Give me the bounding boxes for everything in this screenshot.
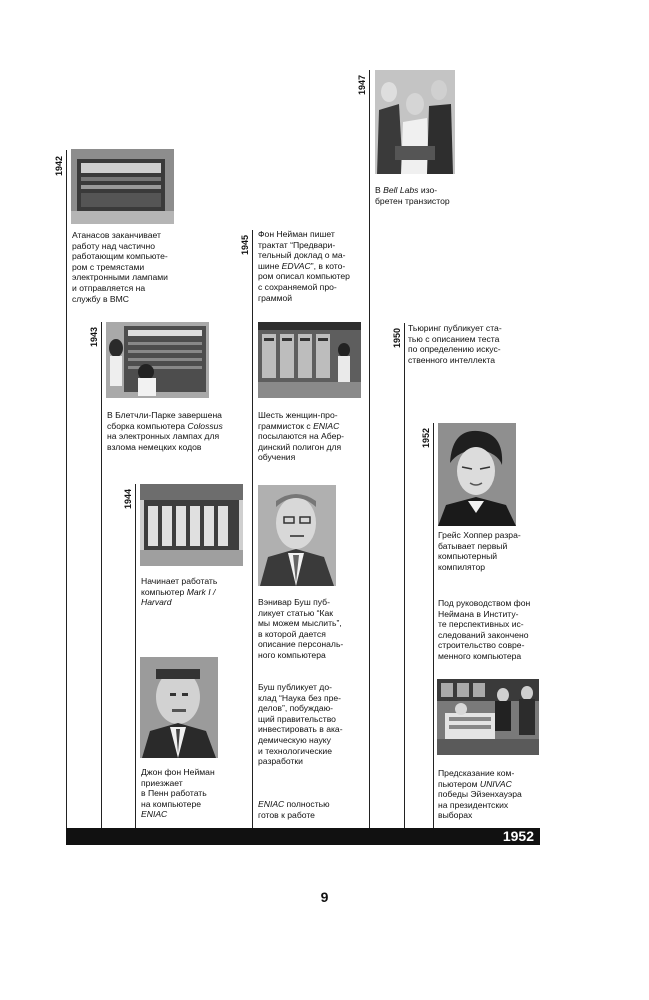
caption-eniac-ready-text: полностью готов к работе bbox=[258, 799, 330, 820]
year-1944: 1944 bbox=[123, 488, 133, 509]
photo-von-neumann bbox=[140, 657, 218, 758]
photo-vannevar-bush bbox=[258, 485, 336, 586]
photo-eniac-women bbox=[258, 322, 361, 398]
caption-eniac-ready bbox=[258, 799, 368, 820]
timeline-line-1952 bbox=[433, 423, 434, 828]
timeline-end-year: 1952 bbox=[502, 828, 534, 844]
caption-mark-i-name: Mark I / Harvard bbox=[141, 586, 216, 608]
caption-colossus bbox=[107, 410, 252, 452]
photo-bell-labs bbox=[375, 70, 455, 174]
photo-atanasov-machine bbox=[71, 149, 174, 224]
caption-edvac-text-2: ”, в кото- ром описал компьютер с сохраняемой про- граммой bbox=[258, 260, 350, 303]
caption-univac-name: UNIVAC bbox=[479, 778, 512, 789]
year-1942: 1942 bbox=[54, 155, 64, 176]
caption-edvac-text-1: Фон Нейман пишет трактат “Предвари- тельный доклад о ма- шине bbox=[258, 229, 346, 271]
caption-transistor-text-1: В bbox=[375, 185, 384, 195]
caption-von-neumann-penn bbox=[141, 767, 249, 820]
year-1945: 1945 bbox=[240, 234, 250, 255]
photo-univac bbox=[437, 679, 539, 755]
caption-atanasov: Атанасов заканчивает работу над частично работающим компьюте- ром с тремястами электронными лампами и отправляется на службу в ВМС bbox=[72, 230, 168, 304]
caption-univac bbox=[438, 768, 542, 821]
year-1950: 1950 bbox=[392, 327, 402, 348]
caption-edvac bbox=[258, 229, 368, 303]
year-1947: 1947 bbox=[357, 74, 367, 95]
caption-univac-text-1: Предсказание ком- пьютером bbox=[438, 768, 515, 789]
caption-eniac-women-text-1: Шесть женщин-про- граммисток с bbox=[258, 410, 338, 431]
caption-transistor-bell-labs: Bell Labs bbox=[383, 185, 419, 195]
caption-transistor-text-2: изо- бретен транзистор bbox=[375, 185, 450, 206]
year-1952: 1952 bbox=[421, 427, 431, 448]
caption-bush-article: Вэнивар Буш пуб- ликует статью “Как мы можем мыслить”, в которой дается описание персональ- ного компьютера bbox=[258, 597, 344, 660]
timeline-line-1947 bbox=[369, 70, 370, 828]
timeline-end-bar bbox=[66, 828, 540, 845]
caption-von-neumann-penn-text: Джон фон Нейман приезжает в Пенн работать на компьютере bbox=[141, 767, 215, 809]
caption-ias: Под руководством фон Неймана в Институ- те перспективных ис- следований закончено строительство совре- менного компьютера bbox=[438, 598, 531, 661]
caption-eniac-women-text-2: посылаются на Абер- динский полигон для обучения bbox=[258, 431, 345, 463]
photo-mark-i bbox=[140, 484, 243, 566]
caption-turing: Тьюринг публикует ста- тью с описанием теста по определению искус- ственного интеллекта bbox=[408, 323, 502, 365]
caption-bush-report: Буш публикует до- клад “Наука без пре- делов”, побуждаю- щий правительство инвестировать в ака- демическую науку и технологические разработки bbox=[258, 682, 343, 767]
timeline-line-1950 bbox=[404, 323, 405, 828]
caption-transistor bbox=[375, 185, 475, 206]
timeline-line-1942 bbox=[66, 150, 67, 828]
caption-eniac-women bbox=[258, 410, 368, 463]
caption-colossus-text-1: В Блетчли-Парке завершена сборка компьютера bbox=[107, 410, 222, 431]
page-number: 9 bbox=[320, 889, 329, 905]
caption-mark-i bbox=[141, 576, 249, 608]
caption-edvac-name: EDVAC bbox=[281, 260, 311, 271]
caption-hopper: Грейс Хоппер разра- батывает первый компьютерный компилятор bbox=[438, 530, 521, 572]
photo-grace-hopper bbox=[438, 423, 516, 526]
timeline-line-1945 bbox=[252, 230, 253, 828]
caption-univac-text-2: победы Эйзенхауэра на президентских выборах bbox=[438, 789, 522, 821]
photo-colossus bbox=[106, 322, 209, 398]
caption-colossus-text-2: на электронных лампах для взлома немецких кодов bbox=[107, 431, 220, 452]
caption-von-neumann-penn-eniac: ENIAC bbox=[141, 809, 168, 820]
caption-eniac-ready-name: ENIAC bbox=[258, 799, 285, 809]
caption-colossus-name: Colossus bbox=[187, 420, 223, 431]
caption-mark-i-text: Начинает работать компьютер bbox=[141, 576, 218, 597]
timeline-line-1943 bbox=[101, 322, 102, 828]
caption-eniac-women-eniac: ENIAC bbox=[313, 420, 340, 431]
year-1943: 1943 bbox=[89, 326, 99, 347]
timeline-line-1944 bbox=[135, 484, 136, 828]
